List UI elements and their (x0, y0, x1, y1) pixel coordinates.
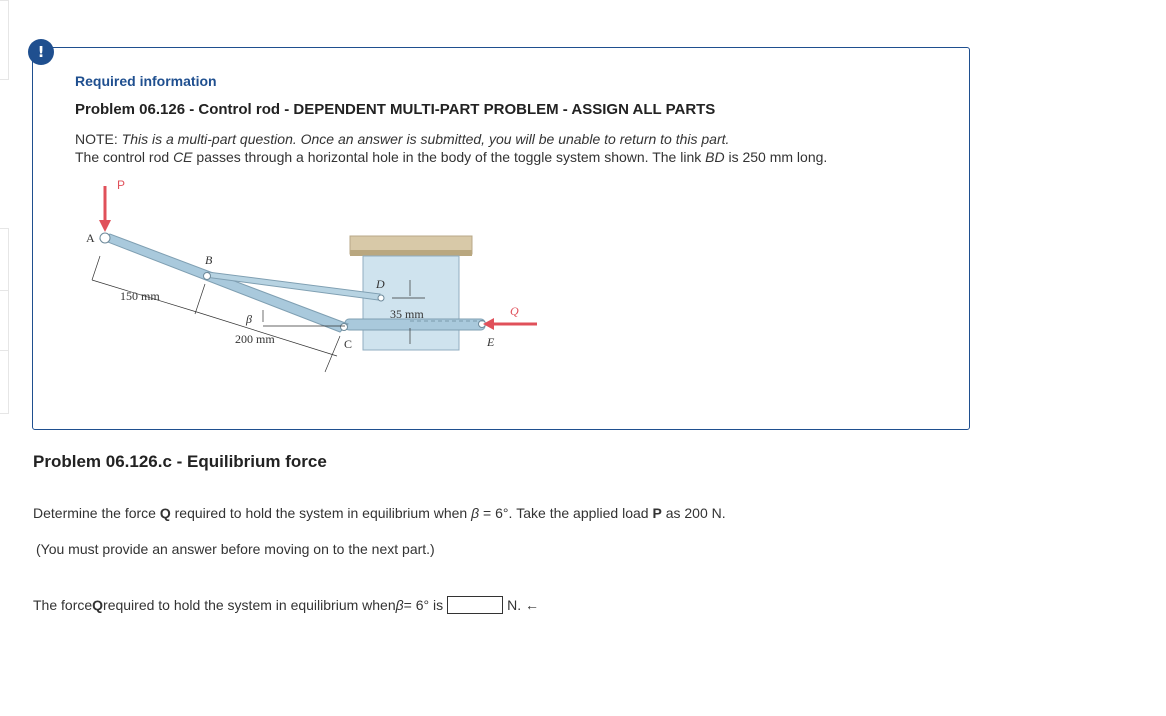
answer-row (33, 596, 539, 614)
toggle-system-figure (80, 176, 550, 376)
question-part: Determine the force (33, 505, 160, 521)
alert-icon: ! (28, 39, 54, 65)
required-information-label: Required information (75, 73, 217, 89)
answer-q: Q (92, 597, 104, 613)
label-b: B (205, 253, 213, 267)
question-part: required to hold the system in equilibrium when (170, 505, 472, 521)
support-beam-shadow (350, 250, 472, 256)
answer-beta: β (395, 597, 404, 613)
question-q: Q (159, 505, 171, 521)
answer-input[interactable] (447, 596, 503, 614)
desc-link: BD (705, 149, 725, 165)
dimension-150-label: 150 mm (120, 289, 160, 303)
toggle-body (363, 256, 459, 350)
desc-part: is 250 mm long. (724, 149, 828, 165)
label-beta: β (246, 312, 252, 326)
label-c: C (344, 337, 353, 351)
load-p-arrowhead (99, 220, 111, 232)
link-ac (100, 234, 348, 332)
desc-rod: CE (173, 149, 193, 165)
label-q: Q (510, 304, 519, 318)
label-e: E (487, 335, 495, 349)
rail-segment (0, 290, 9, 352)
pin-a (100, 233, 110, 243)
question-part: = 6°. Take the applied load (479, 505, 653, 521)
note-text (75, 131, 729, 147)
question-part: as 200 N. (661, 505, 726, 521)
answer-text: required to hold the system in equilibrium when (103, 597, 396, 613)
label-d: D (376, 277, 385, 291)
problem-title: Problem 06.126 - Control rod - DEPENDENT MULTI-PART PROBLEM - ASSIGN ALL PARTS (75, 101, 716, 118)
dimension-line (325, 336, 340, 372)
rail-segment (0, 228, 9, 292)
note-prefix: NOTE: (75, 131, 122, 147)
dimension-line (92, 256, 100, 280)
left-rail (0, 0, 10, 716)
pin-b (204, 273, 211, 280)
note-body: This is a multi-part question. Once an answer is submitted, you will be unable to return to this part. (121, 131, 730, 147)
answer-unit: N. ← (507, 597, 539, 613)
desc-part: The control rod (75, 149, 174, 165)
dimension-200-label: 200 mm (235, 332, 275, 346)
rail-segment (0, 0, 9, 80)
answer-text: = 6° is (403, 597, 444, 613)
label-a: A (86, 231, 95, 245)
requirement-note: (You must provide an answer before moving on to the next part.) (36, 541, 435, 557)
question-beta: β (471, 505, 480, 521)
pin-c (341, 324, 348, 331)
problem-description (75, 149, 827, 165)
dimension-35-label: 35 mm (390, 307, 424, 321)
question-text (33, 505, 726, 521)
desc-part: passes through a horizontal hole in the body of the toggle system shown. The link (192, 149, 706, 165)
part-title: Problem 06.126.c - Equilibrium force (33, 452, 327, 471)
question-p: P (652, 505, 662, 521)
rail-segment (0, 350, 9, 414)
label-p: P (117, 178, 126, 192)
answer-text: The force (33, 597, 93, 613)
dimension-line (195, 284, 205, 314)
pin-d (378, 295, 384, 301)
